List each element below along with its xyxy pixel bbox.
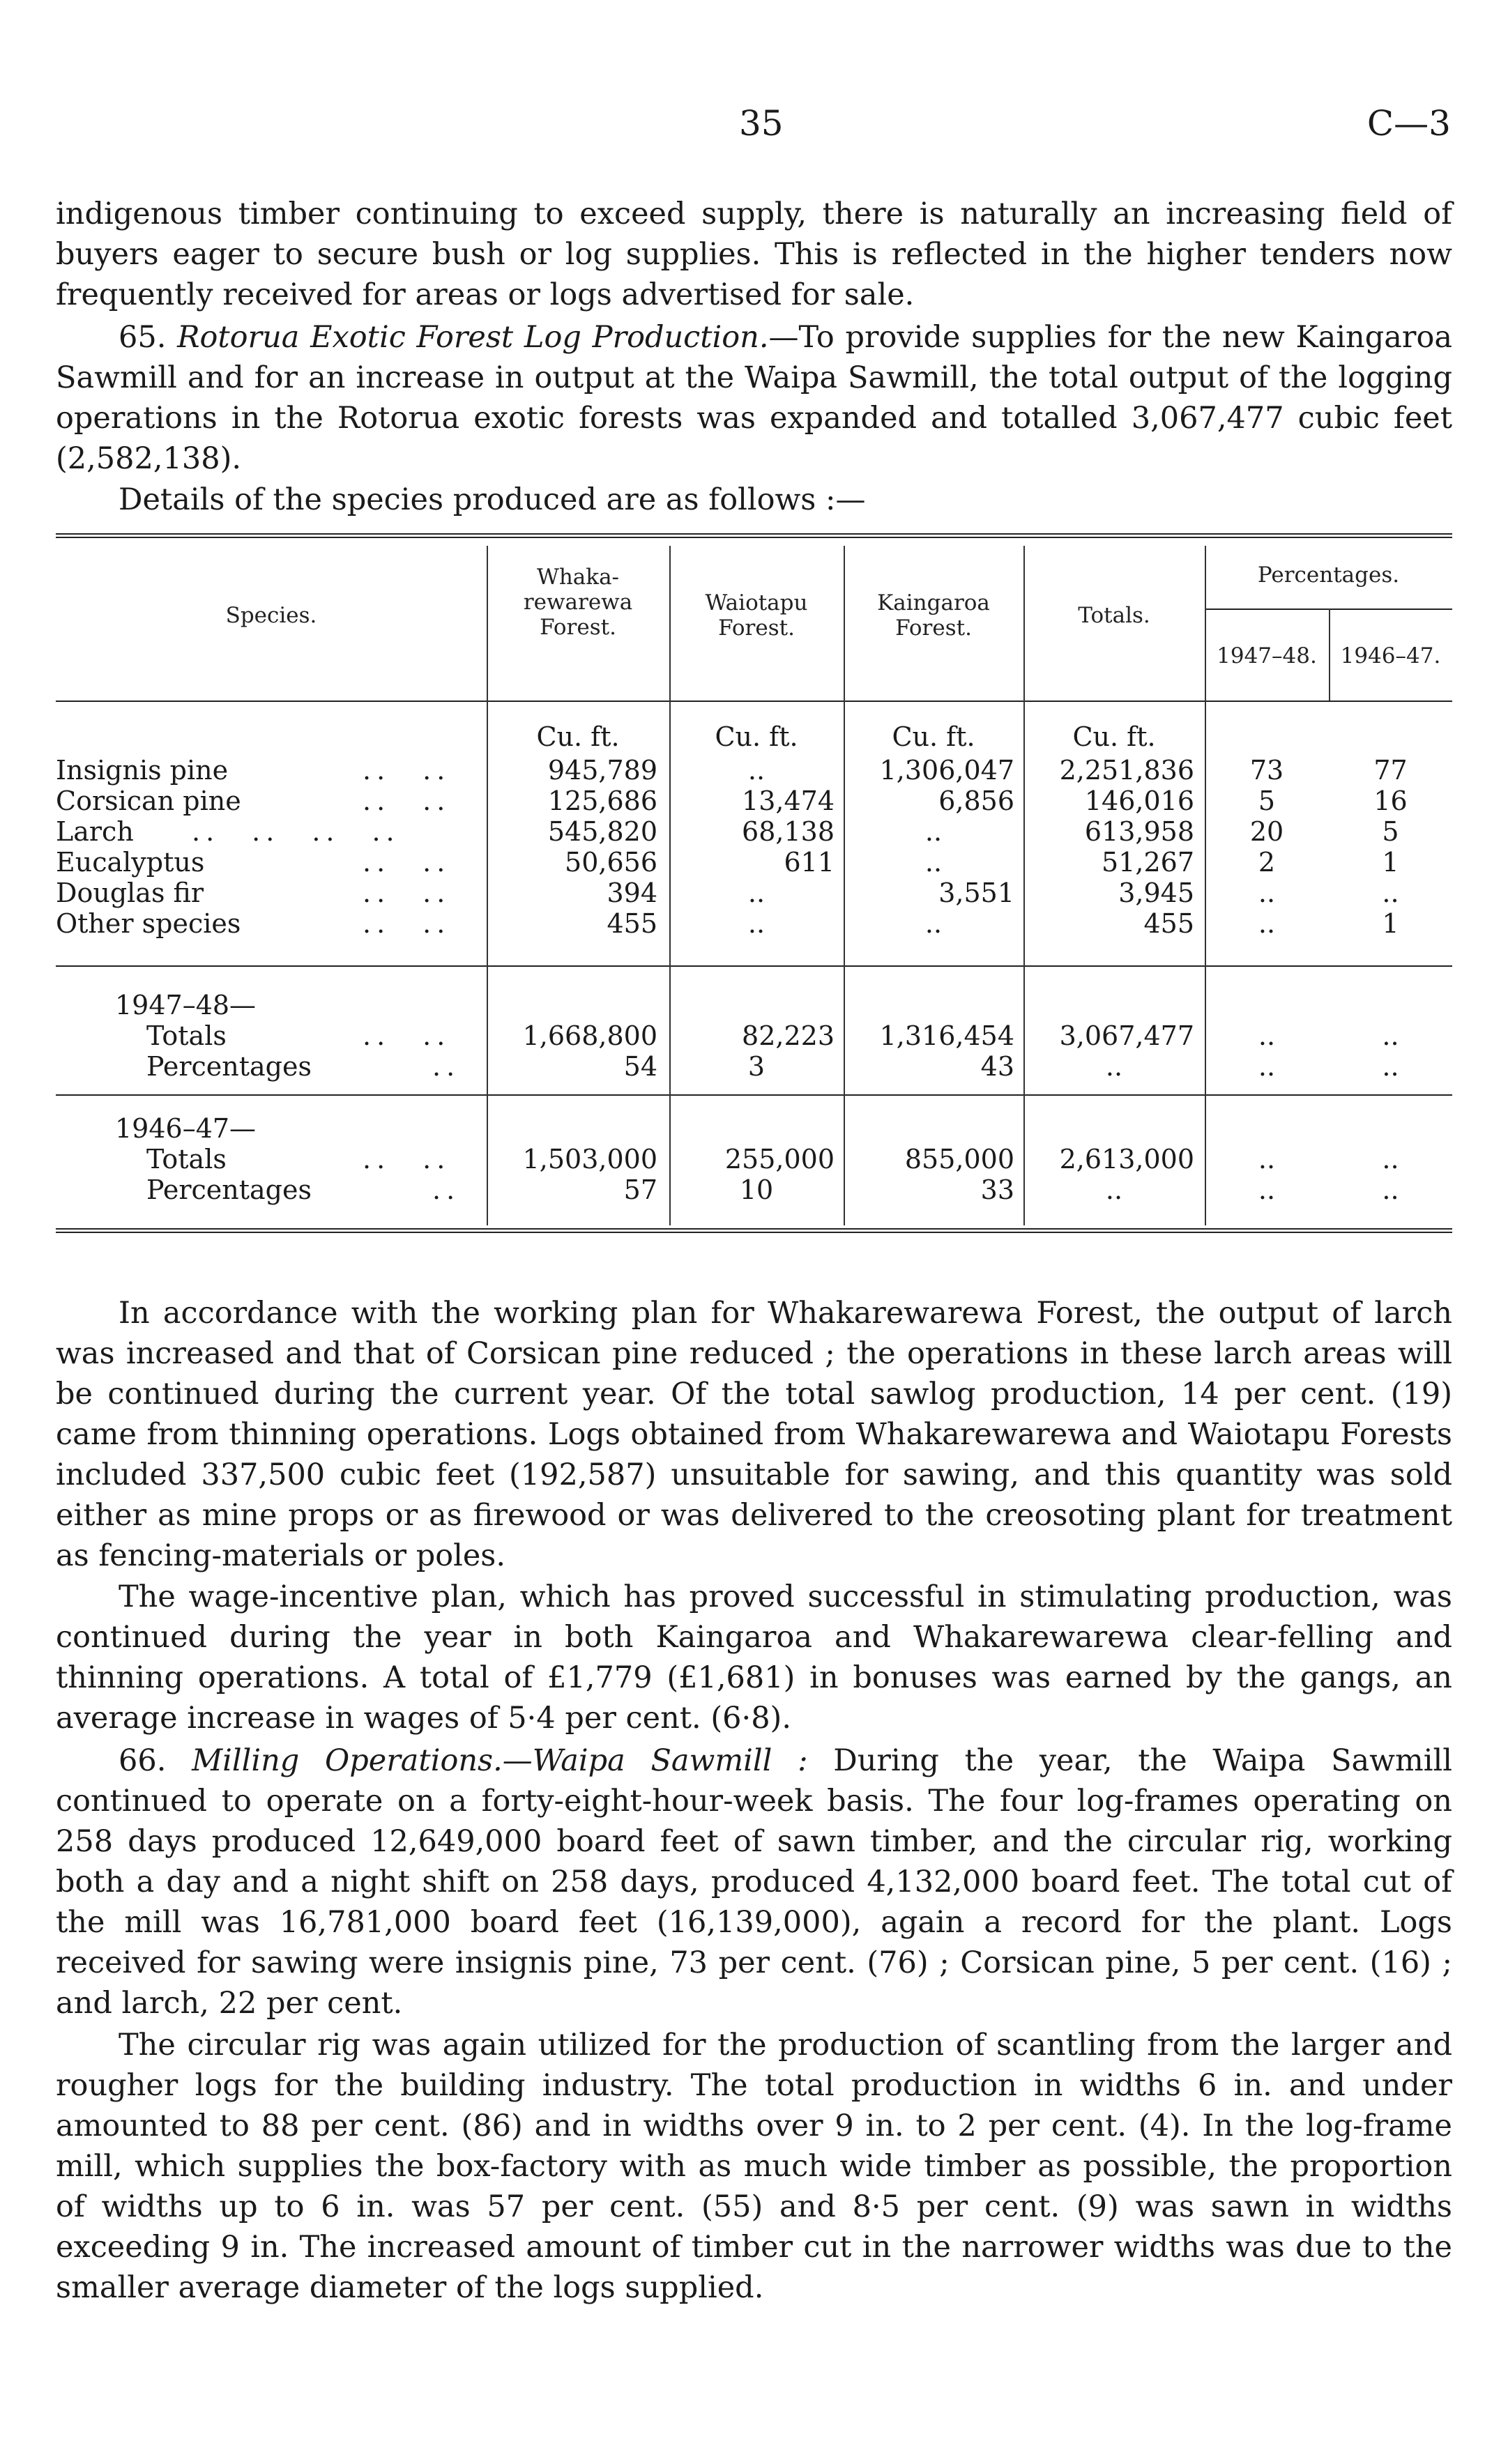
cell-pct-1946: ..	[1382, 1144, 1399, 1174]
cell-whaka: 1,503,000	[522, 1144, 657, 1174]
cell-kaingaroa: ..	[924, 908, 943, 939]
cell-waiotapu: 82,223	[742, 1020, 835, 1051]
header-percentages: Percentages.	[1257, 563, 1400, 588]
leader-dots: .. ..	[363, 786, 451, 816]
cell-pct-1947: ..	[1258, 1020, 1276, 1051]
cell-waiotapu: 611	[784, 847, 835, 878]
cell-whaka: 54	[623, 1051, 657, 1082]
cell-pct-1946: 5	[1382, 816, 1399, 847]
cell-pct-1946: ..	[1382, 1020, 1399, 1051]
table-top-rule	[56, 533, 1452, 535]
cell-kaingaroa: 33	[980, 1174, 1014, 1205]
cell-whaka: 455	[607, 908, 657, 939]
header-waiotapu: Waiotapu Forest.	[705, 590, 808, 641]
cell-whaka: 57	[623, 1174, 657, 1205]
cell-pct-1947: 5	[1258, 786, 1276, 816]
header-bottom-rule	[56, 701, 1452, 702]
header-pct-1946: 1946–47.	[1340, 643, 1441, 668]
section-heading-66: Milling Operations.—Waipa Sawmill :	[192, 1743, 808, 1778]
summary-year-label: 1946–47—	[115, 1113, 257, 1144]
page-header	[0, 103, 1508, 145]
cell-kaingaroa: ..	[924, 816, 943, 847]
header-pct-1947: 1947–48.	[1217, 643, 1317, 668]
cell-whaka: 1,668,800	[522, 1020, 657, 1051]
summary-row-label: Percentages	[146, 1174, 312, 1205]
cell-waiotapu: 68,138	[742, 816, 835, 847]
cell-pct-1946: ..	[1382, 1174, 1399, 1205]
table-bottom-rule	[56, 1228, 1452, 1230]
cell-total: 455	[1143, 908, 1194, 939]
cell-total: 2,251,836	[1059, 755, 1194, 786]
leader-dots: .. ..	[363, 908, 451, 939]
table-intro: Details of the species produced are as follows :—	[119, 482, 866, 517]
cell-pct-1947: ..	[1258, 1174, 1276, 1205]
section-body-65: —To provide supplies for the new Kaingaroa Sawmill and for an increase in output at the Waipa Sawmill, the total output of the logging operations in the Rotorua exotic forests was expanded and totalled 3,067,477 cubic feet (2,582,138).	[56, 320, 1452, 476]
leader-dots: ..	[432, 1051, 461, 1082]
leader-dots: ..	[432, 1174, 461, 1205]
cell-total: 3,067,477	[1059, 1020, 1194, 1051]
header-whakarewarewa: Whaka- rewarewa Forest.	[523, 565, 633, 640]
cell-kaingaroa: ..	[924, 847, 943, 878]
cell-pct-1947: ..	[1258, 878, 1276, 908]
cell-waiotapu: 255,000	[724, 1144, 835, 1174]
species-table	[56, 533, 1452, 1244]
cell-waiotapu: ..	[747, 908, 766, 939]
species-label: Douglas fir	[56, 878, 204, 908]
paragraph-larch: In accordance with the working plan for Whakarewarewa Forest, the output of larch was increased and that of Corsican pine reduced ; the operations in these larch areas will be continued during the current year. Of the total sawlog production, 14 per cent. (19) came from thinning operations. Logs obtained from Whakarewarewa and Waiotapu Forests included 337,500 cubic feet (192,587) unsuitable for sawing, and this quantity was sold either as mine props or as firewood or was delivered to the creosoting plant for treatment as fencing-materials or poles.	[56, 1296, 1452, 1573]
paragraph-continuation: indigenous timber continuing to exceed supply, there is naturally an increasing field of buyers eager to secure bush or log supplies. This is reflected in the higher tenders now frequently received for areas or logs advertised for sale.	[56, 197, 1452, 312]
unit-cell: Cu. ft.	[715, 721, 798, 752]
cell-total: 3,945	[1118, 878, 1194, 908]
cell-pct-1946: ..	[1382, 878, 1399, 908]
cell-waiotapu: 13,474	[742, 786, 835, 816]
cell-total: 2,613,000	[1059, 1144, 1194, 1174]
paragraph-wage-incentive: The wage-incentive plan, which has proved successful in stimulating production, was continued during the year in both Kaingaroa and Whakarewarewa clear-felling and thinning operations. A total of £1,779 (£1,681) in bonuses was earned by the gangs, an average increase in wages of 5·4 per cent. (6·8).	[56, 1579, 1452, 1736]
document-reference: C—3	[1366, 103, 1451, 144]
leader-dots: .. .. .. ..	[192, 816, 400, 847]
cell-whaka: 125,686	[547, 786, 657, 816]
cell-pct-1947: 20	[1249, 816, 1284, 847]
summary-row-label: Percentages	[146, 1051, 312, 1082]
cell-pct-1946: 1	[1382, 847, 1399, 878]
cell-pct-1947: 73	[1249, 755, 1284, 786]
cell-kaingaroa: 855,000	[904, 1144, 1014, 1174]
cell-pct-1946: ..	[1382, 1051, 1399, 1082]
species-label: Other species	[56, 908, 241, 939]
cell-kaingaroa: 3,551	[938, 878, 1014, 908]
leader-dots: .. ..	[363, 847, 451, 878]
table-top-rule-2	[56, 537, 1452, 538]
cell-waiotapu: 3	[747, 1051, 766, 1082]
summary-row-label: Totals	[146, 1020, 227, 1051]
cell-total: 51,267	[1102, 847, 1194, 878]
cell-pct-1947: ..	[1258, 1051, 1276, 1082]
page-number: 35	[739, 103, 784, 144]
paragraph-circular-rig: The circular rig was again utilized for the production of scantling from the larger and rougher logs for the building industry. The total production in widths 6 in. and under amounted to 88 per cent. (86) and in widths over 9 in. to 2 per cent. (4). In the log-frame mill, which supplies the box-factory with as much wide timber as possible, the proportion of widths up to 6 in. was 57 per cent. (55) and 8·5 per cent. (9) was sawn in widths exceeding 9 in. The increased amount of timber cut in the narrower widths was due to the smaller average diameter of the logs supplied.	[56, 2028, 1452, 2305]
summary-1947-bottom-rule	[56, 1094, 1452, 1096]
leader-dots: .. ..	[363, 1020, 451, 1051]
paragraph-66	[56, 1740, 1452, 2023]
cell-pct-1947: 2	[1258, 847, 1276, 878]
table-bottom-rule-2	[56, 1232, 1452, 1233]
summary-row-label: Totals	[146, 1144, 227, 1174]
species-label: Eucalyptus	[56, 847, 205, 878]
section-body-66: During the year, the Waipa Sawmill continued to operate on a forty-eight-hour-week basis. The four log-frames operating on 258 days produced 12,649,000 board feet of sawn timber, and the circular rig, working both a day and a night shift on 258 days, produced 4,132,000 board feet. The total cut of the mill was 16,781,000 board feet (16,139,000), again a record for the plant. Logs received for sawing were insignis pine, 73 per cent. (76) ; Corsican pine, 5 per cent. (16) ; and larch, 22 per cent.	[56, 1743, 1453, 2021]
cell-waiotapu: ..	[747, 878, 766, 908]
species-label: Insignis pine	[56, 755, 229, 786]
section-heading-65: Rotorua Exotic Forest Log Production.	[177, 320, 769, 355]
section-number-65: 65.	[119, 320, 167, 355]
cell-waiotapu: ..	[747, 755, 766, 786]
header-kaingaroa: Kaingaroa Forest.	[877, 590, 990, 641]
cell-kaingaroa: 1,306,047	[879, 755, 1014, 786]
cell-pct-1947: ..	[1258, 1144, 1276, 1174]
cell-kaingaroa: 1,316,454	[879, 1020, 1014, 1051]
unit-cell: Cu. ft.	[536, 721, 620, 752]
species-label: Corsican pine	[56, 786, 241, 816]
cell-total: ..	[1105, 1174, 1123, 1205]
cell-whaka: 50,656	[565, 847, 657, 878]
section-number-66: 66.	[119, 1743, 167, 1778]
unit-cell: Cu. ft.	[892, 721, 975, 752]
cell-total: ..	[1105, 1051, 1123, 1082]
summary-year-label: 1947–48—	[115, 990, 257, 1020]
cell-whaka: 394	[607, 878, 657, 908]
header-species: Species.	[225, 603, 317, 628]
cell-whaka: 545,820	[547, 816, 657, 847]
leader-dots: .. ..	[363, 878, 451, 908]
cell-kaingaroa: 6,856	[938, 786, 1014, 816]
species-label: Larch	[56, 816, 134, 847]
cell-kaingaroa: 43	[980, 1051, 1014, 1082]
leader-dots: .. ..	[363, 1144, 451, 1174]
unit-cell: Cu. ft.	[1072, 721, 1156, 752]
cell-pct-1947: ..	[1258, 908, 1276, 939]
header-totals: Totals.	[1078, 603, 1150, 628]
cell-waiotapu: 10	[739, 1174, 774, 1205]
cell-total: 146,016	[1084, 786, 1194, 816]
paragraph-65	[56, 317, 1452, 479]
leader-dots: .. ..	[363, 755, 451, 786]
cell-whaka: 945,789	[547, 755, 657, 786]
species-bottom-rule	[56, 965, 1452, 967]
cell-pct-1946: 16	[1373, 786, 1408, 816]
cell-total: 613,958	[1084, 816, 1194, 847]
cell-pct-1946: 77	[1373, 755, 1408, 786]
cell-pct-1946: 1	[1382, 908, 1399, 939]
